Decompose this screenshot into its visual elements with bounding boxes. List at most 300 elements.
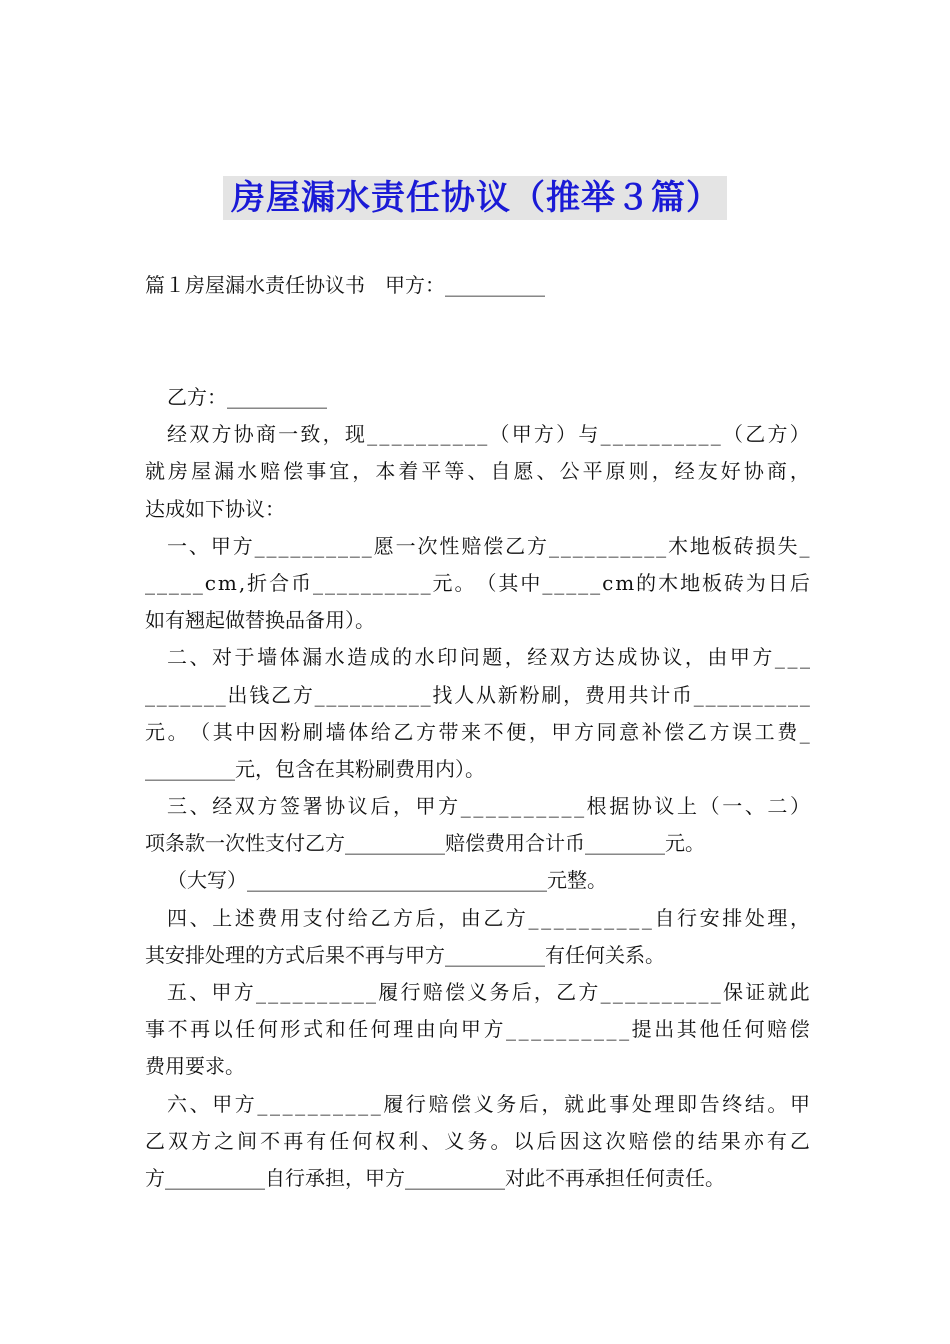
body-char: 。	[454, 570, 475, 595]
body-char: 找	[432, 682, 453, 707]
body-char: 给	[347, 905, 368, 930]
body-char: _	[584, 533, 595, 558]
body-char: 向	[438, 1017, 459, 1042]
body-char: 方	[191, 1128, 212, 1153]
body-char: 偿	[789, 1017, 810, 1042]
body-char: _	[698, 980, 709, 1004]
body-char: 成	[617, 645, 638, 670]
body-char: 造	[347, 645, 368, 670]
body-char: ）	[790, 794, 810, 819]
body-char: 经	[527, 645, 548, 670]
body-char: 此	[789, 980, 810, 1004]
body-char: 乙	[145, 1128, 165, 1153]
body-char: 方	[234, 1091, 255, 1116]
body-char: 以	[513, 1128, 534, 1153]
body-char: _	[566, 570, 577, 595]
body-char: 不	[167, 1017, 188, 1042]
body-char: 二	[767, 794, 788, 819]
body-char: 板	[702, 570, 723, 595]
body-char: 人	[454, 682, 475, 707]
body-char: 印	[437, 645, 458, 670]
body-char: 、	[467, 459, 488, 484]
body-char: 这	[582, 1128, 603, 1153]
body-char: 、	[188, 533, 209, 558]
body-char: 平	[582, 459, 603, 484]
body-line	[145, 677, 810, 714]
body-char: 间	[237, 1128, 258, 1153]
body-char: 双	[234, 794, 255, 819]
body-char: 乙	[393, 719, 414, 744]
body-char: c	[204, 570, 216, 595]
body-char: _	[644, 533, 655, 558]
body-char: _	[403, 422, 414, 447]
body-char: ）	[556, 422, 577, 447]
body-char: 终	[722, 1091, 743, 1116]
body-char: 、	[189, 980, 210, 1004]
body-line: 达成如下协议：	[145, 496, 285, 521]
body-char: _	[541, 905, 552, 930]
body-char: _	[764, 682, 775, 707]
body-char: 后	[370, 794, 391, 819]
body-char: 新	[497, 682, 518, 707]
body-char: 行	[405, 1091, 426, 1116]
body-char: 签	[279, 794, 300, 819]
body-char: 三	[167, 794, 187, 819]
body-char: 协	[325, 794, 346, 819]
body-char: 合	[269, 570, 290, 595]
body-char: 形	[280, 1017, 301, 1042]
body-line: _________元，包含在其粉刷费用内）。	[145, 756, 485, 781]
body-char: 的	[636, 570, 657, 595]
body-char: _	[269, 1091, 280, 1116]
body-char: 任	[235, 1017, 256, 1042]
body-char: 便	[506, 719, 527, 744]
body-char: _	[384, 570, 395, 595]
body-char: 结	[744, 1091, 765, 1116]
body-char: 偿	[444, 980, 465, 1004]
body-char: _	[612, 422, 623, 447]
body-char: 权	[375, 1128, 396, 1153]
body-char: 不	[483, 719, 504, 744]
body-char: _	[788, 682, 799, 707]
body-char: _	[600, 422, 611, 447]
body-char: _	[266, 533, 277, 558]
body-char: 付	[325, 905, 346, 930]
body-char: 后	[415, 905, 436, 930]
body-char: _	[324, 570, 335, 595]
body-char: 币	[672, 682, 692, 707]
body-char: _	[554, 570, 565, 595]
body-char: 后	[789, 570, 810, 595]
body-line	[145, 1086, 810, 1123]
body-char: _	[649, 422, 660, 447]
body-char: _	[168, 570, 179, 595]
body-char: _	[337, 533, 348, 558]
body-char: _	[345, 1091, 356, 1116]
body-char: 赔	[461, 533, 482, 558]
body-char: 中	[235, 719, 256, 744]
body-char: 着	[398, 459, 419, 484]
body-char: 方	[392, 905, 413, 930]
body-char: 方	[232, 533, 253, 558]
body-char: 次	[417, 533, 438, 558]
body-char: _	[548, 533, 559, 558]
body-char: _	[729, 682, 740, 707]
body-char: _	[268, 980, 279, 1004]
body-char: _	[367, 422, 378, 447]
body-char: 自	[654, 905, 675, 930]
body-char: 其	[498, 570, 519, 595]
body-char: 务	[496, 1091, 517, 1116]
body-line: 如有翘起做替换品备用）。	[145, 608, 375, 633]
body-char: _	[203, 682, 214, 707]
body-char: _	[314, 682, 325, 707]
body-char: _	[420, 570, 431, 595]
body-char: _	[215, 682, 226, 707]
body-line	[145, 900, 810, 937]
body-char: _	[408, 682, 419, 707]
body-char: ，	[533, 980, 554, 1004]
body-char: 地	[689, 533, 710, 558]
body-line	[145, 528, 810, 565]
body-char: _	[649, 980, 660, 1004]
body-char: _	[619, 1017, 630, 1042]
body-char: _	[385, 682, 396, 707]
body-char: _	[710, 980, 721, 1004]
body-char: 上	[212, 905, 233, 930]
body-char: _	[776, 682, 787, 707]
body-char: 同	[596, 719, 617, 744]
body-char: _	[329, 980, 340, 1004]
body-char: 的	[392, 645, 413, 670]
body-char: 事	[145, 1017, 165, 1042]
body-char: 方	[533, 422, 554, 447]
body-char: 、	[536, 459, 557, 484]
body-char: 折	[247, 570, 268, 595]
body-char: _	[799, 719, 810, 744]
body-char: _	[740, 682, 751, 707]
body-char: 乙	[789, 1128, 810, 1153]
body-char: 题	[482, 645, 503, 670]
body-char: 币	[291, 570, 312, 595]
body-char: 偿	[283, 459, 304, 484]
body-char: 任	[329, 1128, 350, 1153]
body-char: _	[710, 422, 721, 447]
body-char: _	[408, 570, 419, 595]
body-char: 从	[475, 682, 496, 707]
body-char: 告	[699, 1091, 720, 1116]
body-char: 为	[745, 570, 766, 595]
body-char: 协	[743, 459, 764, 484]
body-char: _	[168, 682, 179, 707]
body-char: 墙	[257, 645, 278, 670]
body-char: _	[192, 570, 203, 595]
body-char: 、	[189, 905, 210, 930]
body-char: 现	[344, 422, 365, 447]
body-char: ，	[541, 1091, 562, 1116]
body-char: 平	[421, 459, 442, 484]
body-char: _	[391, 422, 402, 447]
body-char: 赔	[260, 459, 281, 484]
body-char: _	[556, 1017, 567, 1042]
body-char: ,	[238, 570, 246, 595]
body-char: 体	[348, 719, 369, 744]
body-char: _	[637, 980, 648, 1004]
body-char: 砖	[723, 570, 744, 595]
body-char: _	[349, 682, 360, 707]
body-char: 问	[459, 645, 480, 670]
body-char: 由	[415, 1017, 436, 1042]
body-char: 就	[145, 459, 165, 484]
body-char: _	[353, 980, 364, 1004]
body-char: 水	[414, 645, 435, 670]
body-char: _	[625, 980, 636, 1004]
body-char: _	[336, 570, 347, 595]
body-char: 出	[227, 682, 248, 707]
body-char: _	[661, 980, 672, 1004]
body-char: _	[156, 570, 167, 595]
body-line	[145, 1123, 810, 1160]
body-char: _	[581, 1017, 592, 1042]
body-char: 甲	[790, 1091, 810, 1116]
body-char: _	[629, 905, 640, 930]
body-char: _	[548, 794, 559, 819]
body-char: _	[416, 422, 427, 447]
body-char: ，	[528, 719, 549, 744]
body-char: _	[477, 422, 488, 447]
body-char: ，	[563, 682, 584, 707]
body-char: _	[787, 645, 798, 670]
body-char: _	[528, 905, 539, 930]
body-char: 方	[292, 682, 313, 707]
body-char: _	[361, 533, 372, 558]
body-line: （大写）______________________________元整。	[167, 868, 607, 893]
body-char: 性	[439, 533, 460, 558]
body-char: 甲	[415, 794, 436, 819]
body-char: 意	[619, 719, 640, 744]
body-char: 的	[674, 1128, 695, 1153]
body-char: 日	[767, 570, 788, 595]
body-char: 就	[767, 980, 788, 1004]
body-char: 商	[766, 459, 787, 484]
body-char: _	[518, 1017, 529, 1042]
body-char: 工	[754, 719, 775, 744]
body-char: （	[489, 422, 510, 447]
body-char: _	[464, 422, 475, 447]
body-char: 何	[352, 1128, 373, 1153]
body-char: 水	[237, 459, 258, 484]
body-char: _	[326, 533, 337, 558]
body-char: _	[304, 980, 315, 1004]
body-line	[145, 639, 810, 676]
body-char: ，	[438, 905, 459, 930]
body-char: 砖	[733, 533, 754, 558]
body-char: 和	[325, 1017, 346, 1042]
body-char: 水	[324, 645, 345, 670]
body-char: _	[254, 533, 265, 558]
body-char: 此	[586, 1091, 607, 1116]
body-char: 一	[722, 794, 743, 819]
body-char: 偿	[651, 1128, 672, 1153]
body-char: _	[705, 682, 716, 707]
body-char: _	[255, 980, 266, 1004]
body-char: 粉	[280, 719, 301, 744]
body-char: _	[625, 422, 636, 447]
body-char: 房	[168, 459, 189, 484]
body-char: _	[543, 1017, 554, 1042]
body-char: 保	[722, 980, 743, 1004]
body-char: _	[257, 1091, 268, 1116]
body-char: 赔	[422, 980, 443, 1004]
body-char: 后	[511, 980, 532, 1004]
body-char: _	[604, 905, 615, 930]
body-char: （	[190, 719, 211, 744]
body-char: ，	[684, 645, 705, 670]
body-char: _	[396, 570, 407, 595]
body-char: 方	[257, 794, 278, 819]
body-char: _	[608, 533, 619, 558]
body-char: 费	[257, 905, 278, 930]
body-char: _	[282, 1091, 293, 1116]
body-char: _	[180, 570, 191, 595]
body-char: 理	[393, 1017, 414, 1042]
body-char: 费	[584, 682, 605, 707]
body-char: 原	[605, 459, 626, 484]
body-char: 二	[167, 645, 187, 670]
body-char: 排	[722, 905, 743, 930]
body-line: 费用要求。	[145, 1054, 245, 1079]
body-char: _	[338, 682, 349, 707]
body-char: _	[156, 682, 167, 707]
body-line	[145, 416, 810, 453]
body-char: 方	[505, 905, 526, 930]
body-char: _	[566, 905, 577, 930]
body-char: _	[361, 682, 372, 707]
body-char: 甲	[729, 645, 750, 670]
body-char: 、	[421, 1128, 442, 1153]
body-char: 愿	[513, 459, 534, 484]
body-char: 何	[370, 1017, 391, 1042]
body-char: ，	[651, 459, 672, 484]
body-char: _	[574, 794, 585, 819]
body-char: 补	[641, 719, 662, 744]
body-char: 愿	[373, 533, 394, 558]
body-char: 好	[720, 459, 741, 484]
body-char: 方	[233, 980, 254, 1004]
body-char: 行	[677, 905, 698, 930]
body-char: 不	[260, 1128, 281, 1153]
body-char: _	[752, 682, 763, 707]
body-char: _	[440, 422, 451, 447]
body-char: 、	[189, 1091, 210, 1116]
body-char: 务	[467, 1128, 488, 1153]
body-char: 用	[279, 905, 300, 930]
body-line	[145, 1011, 810, 1048]
title-container	[0, 176, 950, 220]
body-char: 一	[167, 533, 187, 558]
body-char: 乙	[483, 905, 504, 930]
body-char: 元	[432, 570, 453, 595]
body-char: 义	[467, 980, 488, 1004]
body-char: 署	[302, 794, 323, 819]
body-line: 项条款一次性支付乙方__________赔偿费用合计币________元。	[145, 831, 705, 856]
body-char: 上	[677, 794, 698, 819]
body-char: _	[799, 645, 810, 670]
body-char: _	[568, 1017, 579, 1042]
body-char: 乙	[745, 422, 766, 447]
body-char: 商	[255, 422, 276, 447]
body-char: 他	[699, 1017, 720, 1042]
body-char: 出	[654, 1017, 675, 1042]
body-char: 赔	[628, 1128, 649, 1153]
body-char: 地	[680, 570, 701, 595]
body-char: 体	[279, 645, 300, 670]
body-char: _	[348, 570, 359, 595]
body-char: _	[145, 570, 155, 595]
body-char: _	[278, 533, 289, 558]
body-char: 。	[767, 1091, 788, 1116]
body-char: _	[511, 794, 522, 819]
body-char: 由	[707, 645, 728, 670]
body-char: _	[280, 980, 291, 1004]
body-char: 履	[378, 980, 399, 1004]
body-char: 方	[415, 719, 436, 744]
body-char: _	[192, 682, 203, 707]
body-char: _	[307, 1091, 318, 1116]
body-char: 据	[609, 794, 630, 819]
body-char: 五	[167, 980, 187, 1004]
body-char: 偿	[664, 719, 685, 744]
body-char: 偿	[483, 533, 504, 558]
body-char: 六	[167, 1091, 187, 1116]
body-char: _	[600, 980, 611, 1004]
body-char: 协	[233, 422, 254, 447]
body-char: _	[314, 533, 325, 558]
body-char: 利	[398, 1128, 419, 1153]
body-char: _	[717, 682, 728, 707]
body-char: 事	[306, 459, 327, 484]
body-char: 经	[674, 459, 695, 484]
body-char: 就	[564, 1091, 585, 1116]
body-char: 自	[490, 459, 511, 484]
body-char: 理	[654, 1091, 675, 1116]
body-char: _	[606, 1017, 617, 1042]
body-char: 甲	[460, 1017, 481, 1042]
body-char: _	[360, 570, 371, 595]
body-char: _	[656, 533, 667, 558]
body-char: _	[373, 682, 384, 707]
body-char: _	[420, 682, 431, 707]
body-char: _	[774, 645, 785, 670]
body-char: _	[799, 533, 810, 558]
body-char: 友	[697, 459, 718, 484]
body-char: _	[370, 1091, 381, 1116]
body-char: ，	[504, 645, 525, 670]
body-char: 结	[697, 1128, 718, 1153]
body-char: 议	[347, 794, 368, 819]
body-char: 漏	[302, 645, 323, 670]
body-char: ）	[789, 422, 810, 447]
body-char: 行	[400, 980, 421, 1004]
body-char: 经	[212, 794, 233, 819]
body-char: 方	[572, 645, 593, 670]
body-char: 后	[536, 1128, 557, 1153]
body-char: 之	[214, 1128, 235, 1153]
body-char: 与	[578, 422, 599, 447]
body-char: 一	[395, 533, 416, 558]
body-char: 何	[257, 1017, 278, 1042]
body-char: 次	[605, 1128, 626, 1153]
